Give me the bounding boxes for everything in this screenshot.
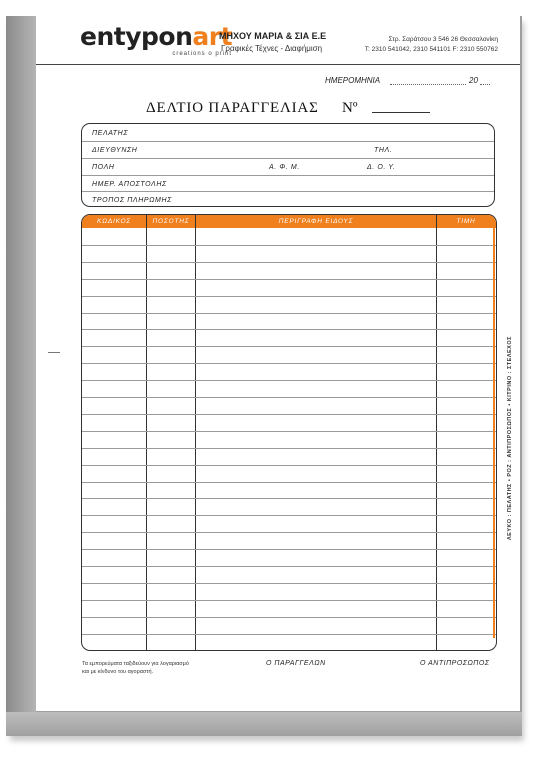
col-header-price: ΤΙΜΗ bbox=[456, 218, 476, 225]
table-row-line[interactable] bbox=[82, 431, 496, 432]
shipping-note-line2: και με κίνδυνο του αγοραστή. bbox=[82, 669, 154, 675]
ship-date-field-line[interactable] bbox=[82, 191, 494, 192]
table-row-line[interactable] bbox=[82, 313, 496, 314]
phone-label: ΤΗΛ. bbox=[374, 147, 393, 154]
date-year-prefix: 20 bbox=[469, 76, 478, 85]
table-row-line[interactable] bbox=[82, 363, 496, 364]
col-header-description: ΠΕΡΙΓΡΑΦΗ ΕΙΔΟΥΣ bbox=[278, 218, 354, 225]
table-row-line[interactable] bbox=[82, 465, 496, 466]
signature-orderer-label: Ο ΠΑΡΑΓΓΕΛΩΝ bbox=[266, 660, 326, 667]
tax-office-label: Δ. Ο. Υ. bbox=[367, 164, 396, 171]
fold-mark bbox=[48, 352, 60, 353]
company-subtitle: Γραφικές Τέχνες - Διαφήμιση bbox=[221, 44, 323, 53]
col-header-code: ΚΩΔΙΚΟΣ bbox=[96, 218, 132, 225]
table-row-line[interactable] bbox=[82, 515, 496, 516]
table-row-line[interactable] bbox=[82, 414, 496, 415]
copies-note: ΛΕΥΚΟ : ΠΕΛΑΤΗΣ • ΡΟΖ : ΑΝΤΙΠΡΟΣΩΠΟΣ • ΚΙΤΡΙΝΟ : ΣΤΕΛΕΧΟΣ bbox=[507, 336, 513, 540]
payment-label: ΤΡΟΠΟΣ ΠΛΗΡΩΜΗΣ bbox=[92, 197, 172, 204]
table-row-line[interactable] bbox=[82, 634, 496, 635]
ship-date-label: ΗΜΕΡ. ΑΠΟΣΤΟΛΗΣ bbox=[92, 181, 167, 188]
shipping-note-line1: Τα εμπορεύματα ταξιδεύουν για λογαριασμό bbox=[82, 661, 189, 667]
form-title: ΔΕΛΤΙΟ ΠΑΡΑΓΓΕΛΙΑΣ bbox=[146, 100, 319, 116]
table-row-line[interactable] bbox=[82, 380, 496, 381]
table-row-line[interactable] bbox=[82, 262, 496, 263]
items-table bbox=[81, 214, 497, 651]
vat-label: Α. Φ. Μ. bbox=[269, 164, 300, 171]
date-dotted-line[interactable] bbox=[390, 84, 466, 85]
customer-field-line[interactable] bbox=[82, 141, 494, 142]
address-label: ΔΙΕΥΘΥΝΣΗ bbox=[92, 147, 138, 154]
col-divider bbox=[195, 215, 196, 650]
signature-rep-label: Ο ΑΝΤΙΠΡΟΣΩΠΟΣ bbox=[420, 660, 490, 667]
year-dotted-line[interactable] bbox=[480, 84, 490, 85]
table-row-line[interactable] bbox=[82, 617, 496, 618]
address-field-line[interactable] bbox=[82, 158, 494, 159]
logo-text-orange: art bbox=[192, 22, 233, 51]
table-row-line[interactable] bbox=[82, 296, 496, 297]
table-row-line[interactable] bbox=[82, 397, 496, 398]
company-name: ΜΗΧΟΥ ΜΑΡΙΑ & ΣΙΑ Ε.Ε bbox=[219, 31, 327, 41]
col-header-quantity: ΠΟΣΟΤΗΣ bbox=[152, 218, 190, 225]
table-row-line[interactable] bbox=[82, 498, 496, 499]
table-row-line[interactable] bbox=[82, 532, 496, 533]
table-row-line[interactable] bbox=[82, 329, 496, 330]
company-phones: T: 2310 541042, 2310 541101 F: 2310 550762 bbox=[364, 46, 498, 53]
table-row-line[interactable] bbox=[82, 651, 496, 652]
logo-tagline: creations o print bbox=[172, 51, 233, 57]
order-number-field[interactable] bbox=[372, 112, 430, 113]
table-row-line[interactable] bbox=[82, 448, 496, 449]
table-accent-bar bbox=[493, 228, 495, 638]
company-address: Στρ. Σαράτσου 3 546 26 Θεσσαλονίκη bbox=[388, 36, 498, 43]
table-row-line[interactable] bbox=[82, 600, 496, 601]
customer-label: ΠΕΛΑΤΗΣ bbox=[92, 130, 129, 137]
table-row-line[interactable] bbox=[82, 346, 496, 347]
city-label: ΠΟΛΗ bbox=[92, 164, 115, 171]
date-label: ΗΜΕΡΟΜΗΝΙΑ bbox=[325, 76, 381, 85]
col-divider bbox=[436, 215, 437, 650]
table-row-line[interactable] bbox=[82, 279, 496, 280]
customer-info-box bbox=[81, 123, 495, 207]
pad-bottom-edge bbox=[6, 712, 522, 736]
table-row-line[interactable] bbox=[82, 482, 496, 483]
table-row-line[interactable] bbox=[82, 549, 496, 550]
table-row-line[interactable] bbox=[82, 583, 496, 584]
table-row-line[interactable] bbox=[82, 245, 496, 246]
shipping-note bbox=[82, 660, 189, 676]
company-logo bbox=[80, 22, 233, 57]
table-row-line[interactable] bbox=[82, 566, 496, 567]
logo-text-dark: entypon bbox=[80, 22, 193, 51]
header-rule bbox=[36, 64, 520, 65]
col-divider bbox=[146, 215, 147, 650]
pad-spine bbox=[6, 16, 36, 736]
city-field-line[interactable] bbox=[82, 175, 494, 176]
order-number-label: Nº bbox=[342, 100, 358, 116]
